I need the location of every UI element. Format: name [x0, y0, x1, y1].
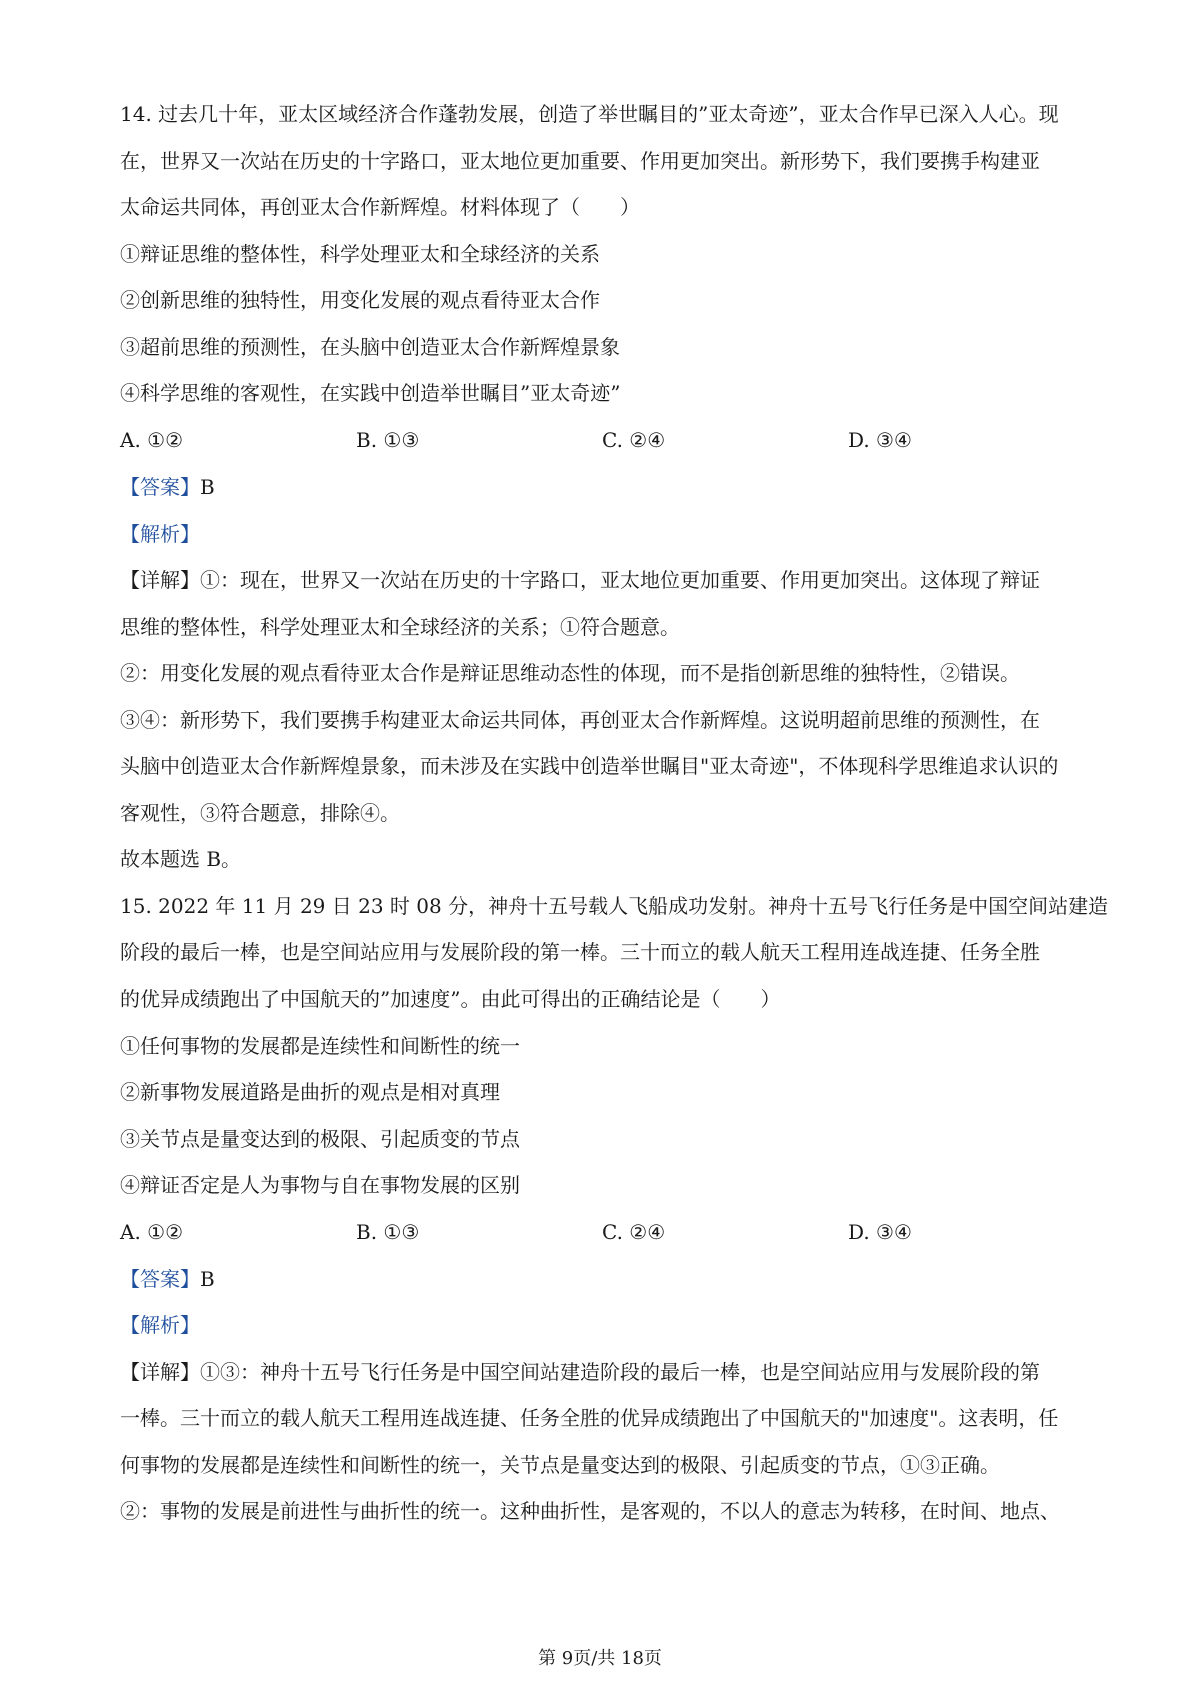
- page-number: 第 9页/共 18页: [538, 1648, 662, 1669]
- q14-item-2: ②创新思维的独特性，用变化发展的观点看待亚太合作: [120, 288, 600, 312]
- q15-item-2: ②新事物发展道路是曲折的观点是相对真理: [120, 1080, 500, 1104]
- q14-item-1: ①辩证思维的整体性，科学处理亚太和全球经济的关系: [120, 242, 600, 266]
- q15-detail-label: 【详解】: [120, 1360, 200, 1384]
- q14-detail-line-5: 头脑中创造亚太合作新辉煌景象，而未涉及在实践中创造举世瞩目"亚太奇迹"，不体现科学思维追求认识的: [120, 754, 1059, 778]
- q15-detail-line-1: [120, 1358, 1100, 1386]
- q14-option-d: D. ③④: [848, 428, 912, 452]
- q14-stem-line-2: 在，世界又一次站在历史的十字路口，亚太地位更加重要、作用更加突出。新形势下，我们要携手构建亚: [120, 149, 1040, 173]
- q15-analysis-label: 【解析】: [120, 1313, 200, 1337]
- q14-item-3: ③超前思维的预测性，在头脑中创造亚太合作新辉煌景象: [120, 335, 620, 359]
- q14-stem-line-3: 太命运共同体，再创亚太合作新辉煌。材料体现了（ ）: [120, 195, 640, 219]
- q15-detail-line-3: 何事物的发展都是连续性和间断性的统一，关节点是量变达到的极限、引起质变的节点，①③正确。: [120, 1453, 1000, 1477]
- q14-detail-text-1: ①：现在，世界又一次站在历史的十字路口，亚太地位更加重要、作用更加突出。这体现了辩证: [200, 568, 1040, 592]
- q14-detail-label: 【详解】: [120, 568, 200, 592]
- q15-item-4: ④辩证否定是人为事物与自在事物发展的区别: [120, 1173, 520, 1197]
- q15-item-3: ③关节点是量变达到的极限、引起质变的节点: [120, 1127, 520, 1151]
- q15-detail-text-1: ①③：神舟十五号飞行任务是中国空间站建造阶段的最后一棒，也是空间站应用与发展阶段的第: [200, 1360, 1040, 1384]
- q14-stem-line-1: 14. 过去几十年，亚太区域经济合作蓬勃发展，创造了举世瞩目的”亚太奇迹”，亚太合作早已深入人心。现: [120, 102, 1059, 126]
- q15-stem-line-3: 的优异成绩跑出了中国航天的”加速度”。由此可得出的正确结论是（ ）: [120, 987, 781, 1011]
- q15-analysis: [120, 1311, 1100, 1339]
- q15-answer-value: B: [200, 1267, 215, 1291]
- q14-detail-line-4: ③④：新形势下，我们要携手构建亚太命运共同体，再创亚太合作新辉煌。这说明超前思维的预测性，在: [120, 708, 1040, 732]
- q14-detail-line-3: ②：用变化发展的观点看待亚太合作是辩证思维动态性的体现，而不是指创新思维的独特性，②错误。: [120, 661, 1020, 685]
- q14-option-a: A. ①②: [120, 428, 184, 452]
- q14-analysis: [120, 520, 1100, 548]
- q14-item-4: ④科学思维的客观性，在实践中创造举世瞩目”亚太奇迹”: [120, 381, 621, 405]
- q15-stem-line-1: 15. 2022 年 11 月 29 日 23 时 08 分，神舟十五号载人飞船成功发射。神舟十五号飞行任务是中国空间站建造: [120, 894, 1109, 918]
- q15-answer-label: 【答案】: [120, 1267, 200, 1291]
- q14-answer-value: B: [200, 475, 215, 499]
- q15-detail-line-2: 一棒。三十而立的载人航天工程用连战连捷、任务全胜的优异成绩跑出了中国航天的"加速度"。这表明，任: [120, 1406, 1059, 1430]
- q14-detail-line-2: 思维的整体性，科学处理亚太和全球经济的关系；①符合题意。: [120, 615, 680, 639]
- q14-conclusion: 故本题选 B。: [120, 847, 242, 871]
- q15-option-a: A. ①②: [120, 1220, 184, 1244]
- q15-option-b: B. ①③: [356, 1220, 420, 1244]
- q14-answer-label: 【答案】: [120, 475, 200, 499]
- q15-option-d: D. ③④: [848, 1220, 912, 1244]
- q14-analysis-label: 【解析】: [120, 522, 200, 546]
- q14-answer: [120, 473, 1100, 501]
- q15-option-c: C. ②④: [602, 1220, 666, 1244]
- q15-item-1: ①任何事物的发展都是连续性和间断性的统一: [120, 1034, 520, 1058]
- q14-detail-line-1: [120, 566, 1100, 594]
- q15-answer: [120, 1265, 1100, 1293]
- q14-option-b: B. ①③: [356, 428, 420, 452]
- q14-option-c: C. ②④: [602, 428, 666, 452]
- q15-stem-line-2: 阶段的最后一棒，也是空间站应用与发展阶段的第一棒。三十而立的载人航天工程用连战连捷、任务全胜: [120, 940, 1040, 964]
- q15-detail-line-4: ②：事物的发展是前进性与曲折性的统一。这种曲折性，是客观的，不以人的意志为转移，在时间、地点、: [120, 1499, 1060, 1523]
- q14-detail-line-6: 客观性，③符合题意，排除④。: [120, 801, 400, 825]
